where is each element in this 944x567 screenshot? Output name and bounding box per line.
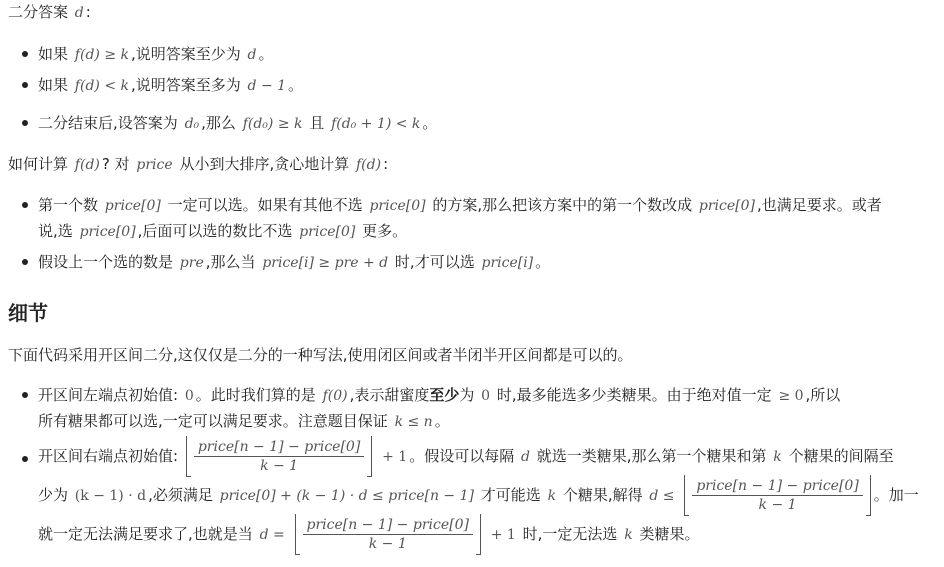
text: 。假设可以每隔	[409, 447, 515, 465]
math: + 1	[490, 527, 516, 543]
text: 如果	[38, 45, 69, 63]
list-item	[38, 112, 437, 135]
math: price[0]	[104, 198, 161, 214]
text: :	[383, 155, 389, 173]
text: 第一个数	[38, 196, 99, 214]
text: 。加一	[873, 486, 919, 504]
math: d₀	[184, 116, 200, 132]
fraction-denominator: k − 1	[758, 497, 797, 513]
text: 个糖果,解得	[562, 486, 643, 504]
fraction	[303, 516, 473, 553]
text: 。此时我们算的是	[195, 386, 316, 404]
text: 就一定无法满足要求了,也就是当	[38, 525, 253, 543]
text: 开区间右端点初始值:	[38, 447, 179, 465]
text: 。	[422, 114, 438, 132]
text: 从小到大排序,贪心地计算	[179, 155, 350, 173]
text: 时,一定无法选	[522, 525, 618, 543]
text: 个糖果的间隔至	[788, 447, 894, 465]
text: 下面代码采用开区间二分,这仅仅是二分的一种写法,使用闭区间或者半闭半开区间都是可以的。	[8, 346, 633, 364]
fraction-denominator: k − 1	[368, 536, 407, 552]
math: 0	[481, 388, 491, 404]
how-line	[8, 153, 388, 176]
math: k ≤ n	[394, 414, 433, 430]
math: (k − 1) · d	[74, 488, 147, 504]
math: + 1	[382, 449, 408, 465]
text: 。	[258, 45, 274, 63]
math: price[i] ≥ pre + d	[262, 255, 389, 271]
math: price	[136, 157, 173, 173]
text: 少为	[38, 486, 69, 504]
floor-right	[476, 514, 481, 555]
text: 。	[535, 253, 551, 271]
detail-intro	[8, 344, 633, 366]
list-item	[38, 436, 894, 477]
text: 更多。	[362, 222, 408, 240]
floor-left	[186, 436, 191, 477]
math: d	[247, 47, 257, 63]
text: 才可能选	[480, 486, 541, 504]
bullet	[22, 392, 28, 398]
text: 如果	[38, 76, 69, 94]
math: price[0]	[369, 198, 426, 214]
math: price[0]	[299, 224, 356, 240]
math: ≥ 0	[778, 388, 804, 404]
text: ,后面可以选的数比不选	[137, 222, 293, 240]
math: d − 1	[247, 78, 287, 94]
math: k	[773, 449, 782, 465]
text: 类糖果。	[639, 525, 700, 543]
math: k	[624, 527, 633, 543]
text: 。	[434, 412, 450, 430]
bullet	[22, 51, 28, 57]
section-heading: 细节	[8, 301, 48, 325]
floor-fraction	[183, 436, 375, 477]
text: 二分结束后,设答案为	[38, 114, 178, 132]
intro-math: d	[74, 5, 84, 21]
math: d =	[259, 527, 285, 543]
floor-left	[295, 514, 300, 555]
math: f(d)	[356, 157, 382, 173]
math: f(d) ≥ k	[74, 47, 129, 63]
list-item-continuation	[38, 514, 699, 555]
math: f(d₀) ≥ k	[242, 116, 303, 132]
list-item-continuation	[38, 220, 407, 243]
list-item	[38, 194, 882, 217]
text: 所有糖果都可以选,一定可以满足要求。注意题目保证	[38, 412, 388, 430]
floor-right	[367, 436, 372, 477]
list-item-continuation	[38, 410, 450, 433]
text: 假设上一个选的数是	[38, 253, 174, 271]
intro-text: 二分答案	[8, 3, 69, 21]
math: price[0] + (k − 1) · d ≤ price[n − 1]	[219, 488, 474, 504]
bullet	[22, 259, 28, 265]
text: 为	[459, 386, 475, 404]
text: ? 对	[101, 155, 130, 173]
bold-text: 至少	[429, 386, 460, 404]
text: 开区间左端点初始值:	[38, 386, 179, 404]
text: ,说明答案至少为	[130, 45, 241, 63]
intro-line	[8, 1, 91, 24]
math: d	[520, 449, 530, 465]
text: 的方案,那么把该方案中的第一个数改成	[432, 196, 693, 214]
floor-fraction	[681, 475, 873, 516]
text: ,说明答案至多为	[130, 76, 241, 94]
list-item	[38, 74, 303, 97]
text: 时,才可以选	[394, 253, 475, 271]
text: 时,最多能选多少类糖果。由于绝对值一定	[496, 386, 772, 404]
math: pre	[179, 255, 204, 271]
math: 0	[184, 388, 194, 404]
math: d ≤	[649, 488, 675, 504]
bullet	[22, 202, 28, 208]
text: 说,选	[38, 222, 73, 240]
text: 就选一类糖果,那么第一个糖果和第	[536, 447, 767, 465]
text: 一定可以选。如果有其他不选	[167, 196, 363, 214]
text: ,表示甜蜜度	[349, 386, 430, 404]
text: ,所以	[805, 386, 841, 404]
bullet	[22, 456, 28, 462]
bullet	[22, 82, 28, 88]
math: k	[547, 488, 557, 504]
math: f(d) < k	[74, 78, 129, 94]
fraction	[194, 438, 364, 475]
text: ,那么当	[205, 253, 256, 271]
math: price[0]	[79, 224, 136, 240]
math: f(0)	[322, 388, 348, 404]
intro-colon: :	[85, 3, 91, 21]
math: price[0]	[698, 198, 755, 214]
fraction	[692, 477, 862, 514]
math: f(d₀ + 1) < k	[331, 116, 421, 132]
list-item-continuation	[38, 475, 919, 516]
text: ,那么	[201, 114, 236, 132]
text: ,也满足要求。或者	[757, 196, 882, 214]
list-item	[38, 384, 840, 407]
text: 如何计算	[8, 155, 69, 173]
text: ,必须满足	[148, 486, 213, 504]
floor-right	[866, 475, 871, 516]
fraction-numerator: price[n − 1] − price[0]	[194, 438, 364, 457]
math: f(d)	[74, 157, 100, 173]
bullet	[22, 120, 28, 126]
fraction-numerator: price[n − 1] − price[0]	[303, 516, 473, 535]
fraction-numerator: price[n − 1] − price[0]	[692, 477, 862, 496]
math: price[i]	[481, 255, 534, 271]
floor-fraction	[292, 514, 484, 555]
list-item	[38, 251, 550, 274]
list-item	[38, 43, 274, 66]
text: 且	[309, 114, 325, 132]
floor-left	[684, 475, 689, 516]
fraction-denominator: k − 1	[260, 458, 299, 474]
text: 。	[288, 76, 304, 94]
